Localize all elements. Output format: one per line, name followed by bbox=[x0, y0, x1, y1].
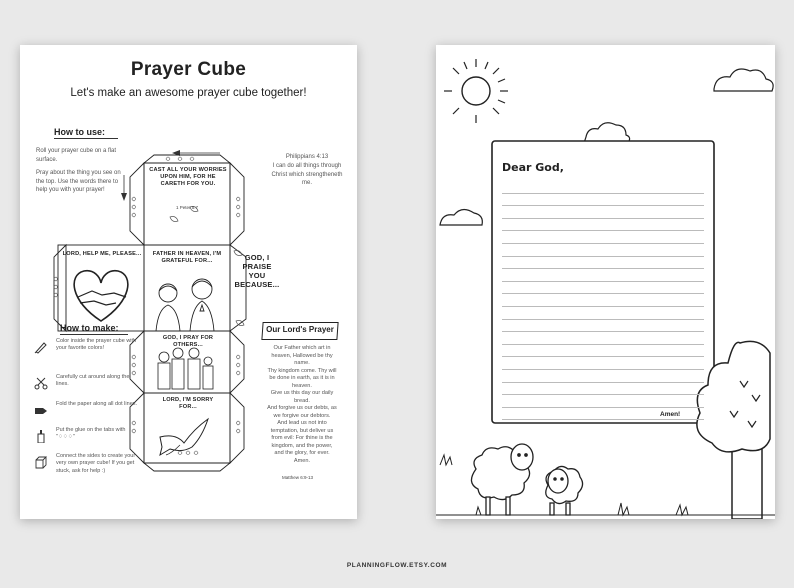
crayon-icon bbox=[34, 340, 48, 354]
step-text: Put the glue on the tabs with "♢♢♢" bbox=[56, 427, 126, 441]
lords-prayer-title: Our Lord's Prayer bbox=[266, 325, 334, 334]
prayer-line: name. bbox=[294, 360, 310, 366]
cube-top-text: CAST ALL YOUR WORRIES UPON HIM, FOR HE CARETH FOR YOU. bbox=[149, 167, 227, 187]
verse-text: I can do all things through Christ which strengtheneth me. bbox=[271, 163, 343, 186]
step-text: Carefully cut around along the lines. bbox=[56, 374, 130, 388]
verse-reference: Philippians 4:13 bbox=[285, 154, 329, 160]
lamb-icon bbox=[546, 466, 583, 515]
prayer-line: heaven. bbox=[292, 382, 312, 389]
cube-icon bbox=[34, 455, 48, 469]
writing-line bbox=[502, 219, 704, 232]
closing-text: Amen! bbox=[660, 411, 681, 418]
heart-hands-icon bbox=[74, 271, 128, 321]
writing-line bbox=[502, 244, 704, 257]
prayer-line: kingdom, and the power, bbox=[271, 442, 333, 449]
praying-family-icon bbox=[158, 348, 213, 389]
step-text: Fold the paper along all dot lines. bbox=[56, 401, 138, 407]
how-to-use-heading: How to use: bbox=[54, 127, 105, 137]
prayer-line: be done in earth, as it is in bbox=[269, 375, 335, 381]
heading-underline bbox=[60, 334, 128, 335]
make-step bbox=[34, 427, 154, 455]
cube-right-text: GOD, I PRAISE YOU BECAUSE... bbox=[234, 253, 280, 289]
sun-icon bbox=[444, 59, 508, 123]
make-step bbox=[34, 338, 154, 366]
writing-line bbox=[502, 332, 704, 345]
make-step bbox=[34, 401, 154, 429]
leaves-decor-icon bbox=[170, 207, 244, 326]
writing-lines bbox=[502, 181, 704, 420]
make-step bbox=[34, 453, 154, 481]
cube-below-text: GOD, I PRAY FOR OTHERS... bbox=[162, 335, 214, 348]
cloud-icon bbox=[440, 209, 482, 225]
writing-line bbox=[502, 181, 704, 194]
dove-icon bbox=[160, 419, 208, 455]
cube-center-text: FATHER IN HEAVEN, I'M GRATEFUL FOR... bbox=[152, 251, 222, 264]
writing-line bbox=[502, 269, 704, 282]
scissors-icon bbox=[34, 376, 48, 390]
cube-left-text: LORD, HELP ME, PLEASE... bbox=[62, 251, 142, 257]
step-text: Connect the sides to create your very own prayer cube! If you get stuck, ask for help :) bbox=[56, 453, 136, 474]
greeting-text: Dear God, bbox=[502, 161, 564, 174]
praying-children-icon bbox=[156, 279, 214, 331]
prayer-line: from evil: For thine is the bbox=[271, 435, 333, 441]
writing-line bbox=[502, 294, 704, 307]
prayer-line: temptation, but deliver us bbox=[270, 427, 334, 434]
dear-god-page bbox=[436, 45, 775, 519]
prayer-line: Thy kingdom come. Thy will bbox=[267, 367, 337, 374]
writing-line bbox=[502, 345, 704, 358]
lords-prayer-text bbox=[256, 345, 348, 465]
writing-line bbox=[502, 370, 704, 383]
prayer-line: and the glory, for ever. bbox=[274, 450, 330, 456]
writing-line bbox=[502, 206, 704, 219]
footer-shop-url: PLANNINGFLOW.ETSY.COM bbox=[346, 562, 448, 569]
step-text: Color inside the prayer cube with your favorite colors! bbox=[56, 338, 137, 352]
how-to-make-heading: How to make: bbox=[60, 323, 119, 333]
writing-line bbox=[502, 383, 704, 396]
writing-line bbox=[502, 194, 704, 207]
cube-bottom-text: LORD, I'M SORRY FOR... bbox=[162, 397, 214, 410]
cloud-icon bbox=[584, 123, 630, 143]
top-tab bbox=[144, 155, 230, 163]
writing-line bbox=[502, 357, 704, 370]
heading-underline bbox=[54, 138, 118, 139]
prayer-line: heaven, Hallowed be thy bbox=[271, 352, 333, 359]
prayer-line: bread. bbox=[294, 397, 310, 404]
writing-line bbox=[502, 307, 704, 320]
prayer-line: Give us this day our daily bbox=[270, 390, 334, 396]
page-title: Prayer Cube bbox=[130, 59, 247, 80]
writing-line bbox=[502, 257, 704, 270]
make-step bbox=[34, 374, 154, 402]
cube-top-ref: 1 Peter 5:7 bbox=[176, 205, 199, 210]
sheep-icon bbox=[471, 444, 533, 515]
writing-line bbox=[502, 282, 704, 295]
glue-icon bbox=[34, 429, 48, 443]
how-to-use-text-1: Roll your prayer cube on a flat surface. bbox=[36, 148, 117, 163]
fold-icon bbox=[34, 403, 48, 417]
how-to-use-text-2: Pray about the thing you see on the top. Use the words there to help you with your prayer! bbox=[36, 170, 121, 193]
writing-line bbox=[502, 231, 704, 244]
prayer-line: And lead us not into bbox=[277, 420, 327, 426]
cloud-icon bbox=[714, 69, 773, 91]
page-subtitle: Let's make an awesome prayer cube together! bbox=[70, 87, 307, 99]
writing-line bbox=[502, 395, 704, 408]
prayer-line: Our Father which art in bbox=[273, 345, 331, 351]
prayer-line: Amen. bbox=[293, 457, 311, 464]
prayer-cube-page bbox=[20, 45, 357, 519]
lords-prayer-ref: Matthew 6:9-13 bbox=[282, 475, 314, 480]
prayer-line: we forgive our debtors. bbox=[273, 412, 331, 419]
prayer-line: And forgive us our debts, as bbox=[267, 405, 337, 411]
writing-line bbox=[502, 320, 704, 333]
